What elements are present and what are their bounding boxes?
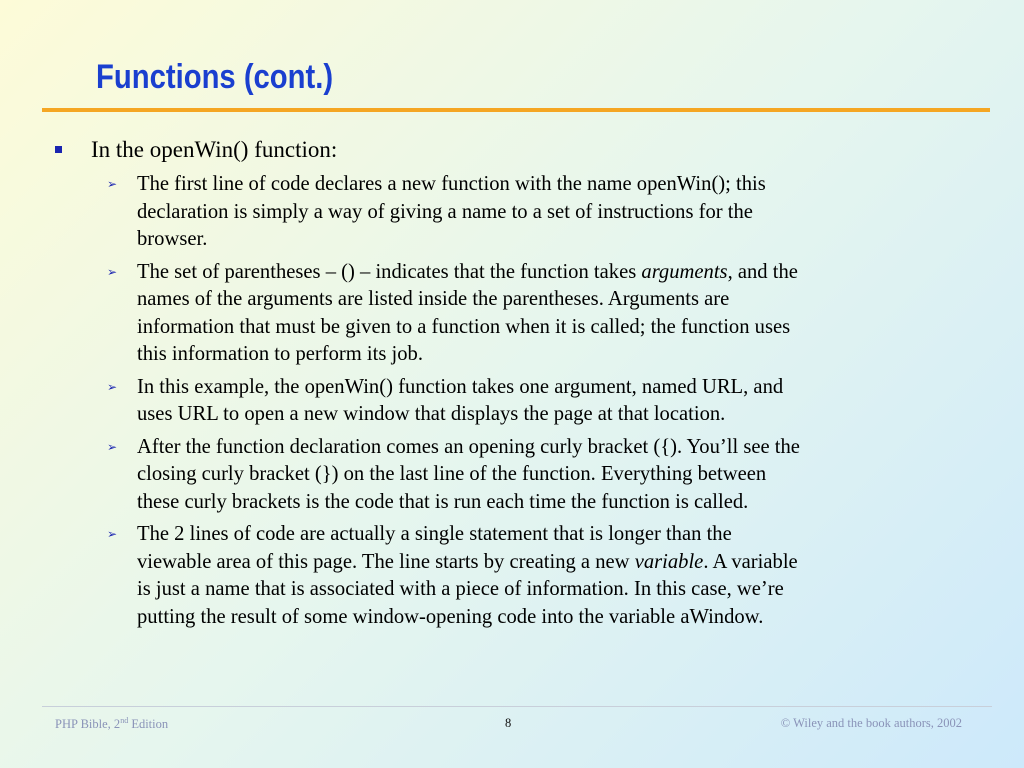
text-run: The set of parentheses – () – indicates that the function takes — [137, 260, 642, 283]
main-bullet — [55, 136, 984, 164]
footer-divider — [42, 706, 992, 707]
sub-bullet-line: closing curly bracket (}) on the last line of the function. Everything between — [137, 463, 767, 485]
sub-bullet-list — [107, 171, 977, 636]
sub-bullet-line: putting the result of some window-opening code into the variable aWindow. — [137, 605, 764, 628]
sub-bullet — [107, 434, 977, 517]
sub-bullet-line: browser. — [137, 228, 208, 250]
chevron-right-icon: ➢ — [107, 264, 118, 279]
main-bullet-text: In the openWin() function: — [91, 137, 338, 162]
emphasis-variable: variable — [634, 550, 704, 573]
sub-bullet-line — [137, 549, 977, 577]
sub-bullet-line: is just a name that is associated with a piece of information. In this case, we’re — [137, 578, 784, 600]
footer-text: PHP Bible, 2 — [55, 717, 121, 732]
sub-bullet-line: declaration is simply a way of giving a name to a set of instructions for the — [137, 200, 753, 223]
chevron-right-icon: ➢ — [107, 379, 118, 394]
square-bullet-icon — [55, 146, 62, 153]
footer-book-title — [55, 716, 168, 732]
chevron-right-icon: ➢ — [107, 177, 118, 191]
sub-bullet-line: The 2 lines of code are actually a single statement that is longer than the — [137, 523, 732, 545]
chevron-right-icon: ➢ — [107, 527, 118, 541]
sub-bullet-line — [137, 259, 977, 287]
text-run: viewable area of this page. The line starts by creating a new — [137, 550, 635, 573]
slide-title: Functions (cont.) — [96, 58, 334, 96]
sub-bullet-line: In this example, the openWin() function takes one argument, named URL, and — [137, 375, 784, 398]
sub-bullet-line: The first line of code declares a new function with the name openWin(); this — [137, 173, 766, 195]
page-number: 8 — [505, 716, 512, 730]
footer-text: Edition — [128, 717, 169, 732]
emphasis-arguments: arguments — [641, 260, 728, 283]
sub-bullet — [107, 171, 977, 254]
text-run: . A variable — [703, 550, 798, 573]
sub-bullet-line: names of the arguments are listed inside the parentheses. Arguments are — [137, 288, 730, 310]
sub-bullet-line: After the function declaration comes an opening curly bracket ({). You’ll see the — [137, 435, 800, 458]
chevron-right-icon: ➢ — [107, 439, 118, 454]
text-run: , and the — [727, 260, 798, 283]
sub-bullet-line: this information to perform its job. — [137, 343, 423, 365]
title-underline — [42, 108, 990, 112]
footer-copyright: © Wiley and the book authors, 2002 — [780, 716, 962, 730]
sub-bullet-line: uses URL to open a new window that displays the page at that location. — [137, 403, 726, 425]
sub-bullet-line: these curly brackets is the code that is run each time the function is called. — [137, 490, 749, 513]
sub-bullet — [107, 259, 977, 369]
sub-bullet — [107, 521, 977, 631]
sub-bullet-line: information that must be given to a function when it is called; the function uses — [137, 315, 791, 338]
sub-bullet — [107, 374, 977, 429]
footer-superscript: nd — [120, 716, 129, 725]
